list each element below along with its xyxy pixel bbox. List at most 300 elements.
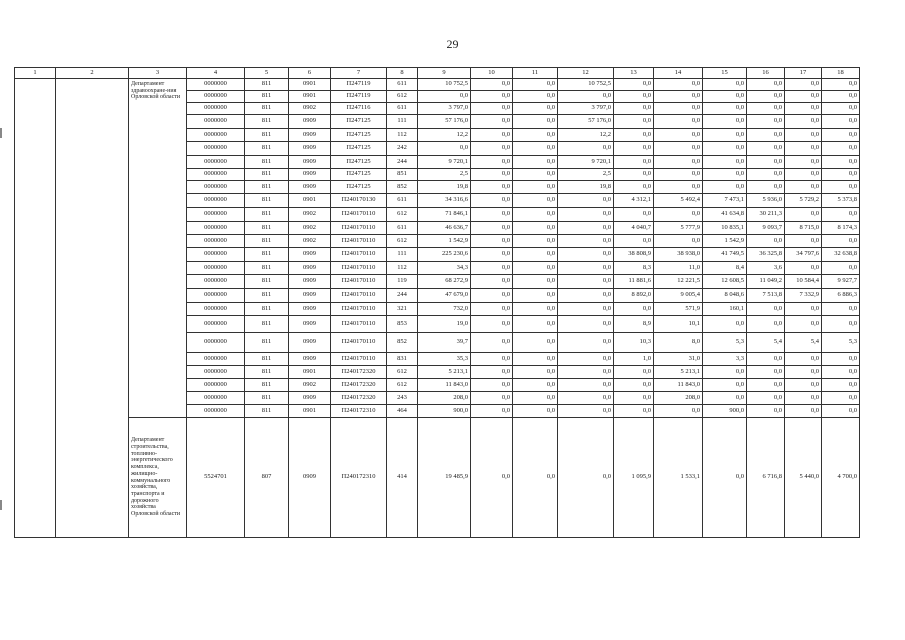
- amount-cell: 1 533,1: [654, 418, 703, 538]
- code-cell: 0000000: [187, 169, 245, 181]
- amount-cell: 0,0: [513, 129, 558, 142]
- amount-cell: 11 843,0: [654, 379, 703, 392]
- amount-cell: 0,0: [558, 333, 614, 353]
- amount-cell: 0,0: [654, 103, 703, 115]
- amount-cell: 0,0: [513, 222, 558, 235]
- amount-cell: 0,0: [471, 235, 513, 248]
- amount-cell: 0,0: [614, 379, 654, 392]
- amount-cell: 0,0: [703, 103, 747, 115]
- amount-cell: 5 492,4: [654, 194, 703, 208]
- target-cell: П240172320: [331, 366, 387, 379]
- amount-cell: 732,0: [418, 303, 471, 316]
- amount-cell: 31,0: [654, 353, 703, 366]
- amount-cell: 0,0: [822, 115, 860, 129]
- amount-cell: 0,0: [471, 142, 513, 156]
- amount-cell: 0,0: [654, 405, 703, 418]
- col-1-cell: [15, 79, 56, 538]
- amount-cell: 10,3: [614, 333, 654, 353]
- amount-cell: 0,0: [703, 181, 747, 194]
- amount-cell: 2,5: [558, 169, 614, 181]
- target-cell: П247119: [331, 91, 387, 103]
- amount-cell: 8,4: [703, 262, 747, 275]
- target-cell: П240170110: [331, 248, 387, 262]
- amount-cell: 0,0: [747, 379, 785, 392]
- section-cell: 0909: [289, 303, 331, 316]
- amount-cell: 0,0: [558, 379, 614, 392]
- amount-cell: 34,3: [418, 262, 471, 275]
- code-cell: 0000000: [187, 156, 245, 169]
- amount-cell: 4 040,7: [614, 222, 654, 235]
- amount-cell: 0,0: [558, 353, 614, 366]
- amount-cell: 0,0: [471, 405, 513, 418]
- amount-cell: 0,0: [471, 169, 513, 181]
- section-cell: 0902: [289, 208, 331, 222]
- admin-cell: 811: [245, 248, 289, 262]
- amount-cell: 0,0: [471, 129, 513, 142]
- column-number-10: 10: [471, 68, 513, 79]
- amount-cell: 0,0: [471, 248, 513, 262]
- section-cell: 0909: [289, 115, 331, 129]
- type-cell: 612: [387, 366, 418, 379]
- amount-cell: 0,0: [703, 142, 747, 156]
- amount-cell: 0,0: [558, 366, 614, 379]
- target-cell: П240170110: [331, 222, 387, 235]
- target-cell: П247125: [331, 156, 387, 169]
- type-cell: 112: [387, 129, 418, 142]
- amount-cell: 0,0: [418, 91, 471, 103]
- amount-cell: 0,0: [654, 169, 703, 181]
- amount-cell: 0,0: [513, 156, 558, 169]
- amount-cell: 47 679,0: [418, 289, 471, 303]
- amount-cell: 0,0: [471, 275, 513, 289]
- amount-cell: 11 881,6: [614, 275, 654, 289]
- target-cell: П240170110: [331, 275, 387, 289]
- amount-cell: 68 272,9: [418, 275, 471, 289]
- admin-cell: 811: [245, 405, 289, 418]
- amount-cell: 0,0: [785, 405, 822, 418]
- amount-cell: 0,0: [513, 366, 558, 379]
- amount-cell: 0,0: [822, 405, 860, 418]
- amount-cell: 0,0: [785, 115, 822, 129]
- type-cell: 244: [387, 156, 418, 169]
- amount-cell: 6 716,8: [747, 418, 785, 538]
- code-cell: 0000000: [187, 353, 245, 366]
- code-cell: 0000000: [187, 316, 245, 333]
- amount-cell: 0,0: [785, 79, 822, 91]
- amount-cell: 0,0: [747, 129, 785, 142]
- amount-cell: 0,0: [703, 418, 747, 538]
- amount-cell: 0,0: [703, 79, 747, 91]
- amount-cell: 0,0: [558, 289, 614, 303]
- column-number-17: 17: [785, 68, 822, 79]
- amount-cell: 0,0: [703, 366, 747, 379]
- amount-cell: 0,0: [513, 194, 558, 208]
- amount-cell: 19,8: [418, 181, 471, 194]
- amount-cell: 0,0: [747, 303, 785, 316]
- table-body: [15, 68, 860, 538]
- column-number-15: 15: [703, 68, 747, 79]
- amount-cell: 0,0: [614, 142, 654, 156]
- amount-cell: 0,0: [614, 129, 654, 142]
- amount-cell: 5 777,9: [654, 222, 703, 235]
- amount-cell: 0,0: [747, 91, 785, 103]
- amount-cell: 0,0: [513, 262, 558, 275]
- amount-cell: 0,0: [822, 366, 860, 379]
- amount-cell: 41 634,8: [703, 208, 747, 222]
- amount-cell: 0,0: [558, 222, 614, 235]
- type-cell: 611: [387, 103, 418, 115]
- column-number-12: 12: [558, 68, 614, 79]
- column-number-14: 14: [654, 68, 703, 79]
- column-number-11: 11: [513, 68, 558, 79]
- amount-cell: 0,0: [703, 91, 747, 103]
- admin-cell: 811: [245, 208, 289, 222]
- target-cell: П240170110: [331, 316, 387, 333]
- admin-cell: 811: [245, 194, 289, 208]
- column-number-2: 2: [56, 68, 129, 79]
- amount-cell: 0,0: [558, 91, 614, 103]
- amount-cell: 0,0: [785, 262, 822, 275]
- amount-cell: 0,0: [785, 379, 822, 392]
- amount-cell: 0,0: [471, 316, 513, 333]
- amount-cell: 0,0: [654, 208, 703, 222]
- amount-cell: 4 312,1: [614, 194, 654, 208]
- amount-cell: 5,4: [747, 333, 785, 353]
- amount-cell: 0,0: [785, 103, 822, 115]
- amount-cell: 0,0: [614, 103, 654, 115]
- amount-cell: 0,0: [418, 142, 471, 156]
- code-cell: 0000000: [187, 392, 245, 405]
- amount-cell: 10 835,1: [703, 222, 747, 235]
- section-cell: 0902: [289, 379, 331, 392]
- admin-cell: 811: [245, 275, 289, 289]
- amount-cell: 0,0: [513, 103, 558, 115]
- amount-cell: 10 752,5: [418, 79, 471, 91]
- table-row: [15, 418, 860, 538]
- amount-cell: 0,0: [785, 316, 822, 333]
- amount-cell: 0,0: [747, 405, 785, 418]
- amount-cell: 0,0: [513, 79, 558, 91]
- amount-cell: 0,0: [822, 353, 860, 366]
- amount-cell: 34 316,6: [418, 194, 471, 208]
- amount-cell: 0,0: [822, 129, 860, 142]
- type-cell: 111: [387, 115, 418, 129]
- target-cell: П247125: [331, 129, 387, 142]
- amount-cell: 10 584,4: [785, 275, 822, 289]
- amount-cell: 0,0: [558, 248, 614, 262]
- code-cell: 0000000: [187, 129, 245, 142]
- amount-cell: 5,4: [785, 333, 822, 353]
- amount-cell: 2,5: [418, 169, 471, 181]
- amount-cell: 900,0: [703, 405, 747, 418]
- code-cell: 0000000: [187, 115, 245, 129]
- amount-cell: 0,0: [703, 316, 747, 333]
- amount-cell: 0,0: [558, 262, 614, 275]
- section-cell: 0909: [289, 181, 331, 194]
- amount-cell: 0,0: [822, 142, 860, 156]
- admin-cell: 811: [245, 235, 289, 248]
- admin-cell: 811: [245, 169, 289, 181]
- target-cell: П240170110: [331, 303, 387, 316]
- amount-cell: 7 332,9: [785, 289, 822, 303]
- admin-cell: 811: [245, 392, 289, 405]
- admin-cell: 811: [245, 115, 289, 129]
- target-cell: П240170110: [331, 289, 387, 303]
- amount-cell: 0,0: [558, 316, 614, 333]
- code-cell: 0000000: [187, 333, 245, 353]
- type-cell: 112: [387, 262, 418, 275]
- type-cell: 612: [387, 379, 418, 392]
- admin-cell: 811: [245, 222, 289, 235]
- section-cell: 0901: [289, 194, 331, 208]
- type-cell: 612: [387, 91, 418, 103]
- type-cell: 464: [387, 405, 418, 418]
- admin-cell: 811: [245, 262, 289, 275]
- admin-cell: 811: [245, 91, 289, 103]
- amount-cell: 571,9: [654, 303, 703, 316]
- amount-cell: 160,1: [703, 303, 747, 316]
- section-cell: 0902: [289, 222, 331, 235]
- section-cell: 0909: [289, 392, 331, 405]
- amount-cell: 12 608,5: [703, 275, 747, 289]
- admin-cell: 811: [245, 379, 289, 392]
- amount-cell: 0,0: [513, 91, 558, 103]
- amount-cell: 0,0: [614, 235, 654, 248]
- section-cell: 0909: [289, 316, 331, 333]
- amount-cell: 0,0: [822, 235, 860, 248]
- code-cell: 0000000: [187, 248, 245, 262]
- code-cell: 0000000: [187, 366, 245, 379]
- amount-cell: 11,0: [654, 262, 703, 275]
- amount-cell: 0,0: [747, 353, 785, 366]
- amount-cell: 3,3: [703, 353, 747, 366]
- amount-cell: 0,0: [614, 181, 654, 194]
- amount-cell: 0,0: [747, 392, 785, 405]
- amount-cell: 0,0: [513, 169, 558, 181]
- amount-cell: 8 174,3: [822, 222, 860, 235]
- type-cell: 612: [387, 208, 418, 222]
- code-cell: 0000000: [187, 181, 245, 194]
- col-2-cell: [56, 79, 129, 538]
- page-number: 29: [446, 37, 459, 51]
- amount-cell: 0,0: [558, 392, 614, 405]
- amount-cell: 57 176,0: [558, 115, 614, 129]
- column-number-5: 5: [245, 68, 289, 79]
- amount-cell: 0,0: [822, 169, 860, 181]
- header-row: [15, 68, 860, 79]
- amount-cell: 0,0: [471, 115, 513, 129]
- amount-cell: 0,0: [785, 366, 822, 379]
- amount-cell: 0,0: [822, 303, 860, 316]
- amount-cell: 0,0: [558, 208, 614, 222]
- code-cell: 0000000: [187, 275, 245, 289]
- type-cell: 321: [387, 303, 418, 316]
- amount-cell: 0,0: [513, 392, 558, 405]
- type-cell: 853: [387, 316, 418, 333]
- section-cell: 0909: [289, 248, 331, 262]
- amount-cell: 9 720,1: [558, 156, 614, 169]
- amount-cell: 0,0: [785, 235, 822, 248]
- code-cell: 0000000: [187, 379, 245, 392]
- amount-cell: 7 473,1: [703, 194, 747, 208]
- amount-cell: 0,0: [747, 103, 785, 115]
- amount-cell: 0,0: [471, 262, 513, 275]
- amount-cell: 0,0: [513, 316, 558, 333]
- type-cell: 851: [387, 169, 418, 181]
- admin-cell: 811: [245, 353, 289, 366]
- section-cell: 0909: [289, 129, 331, 142]
- amount-cell: 0,0: [513, 208, 558, 222]
- amount-cell: 9 093,7: [747, 222, 785, 235]
- binding-mark: [0, 128, 2, 138]
- amount-cell: 0,0: [513, 142, 558, 156]
- amount-cell: 7 513,8: [747, 289, 785, 303]
- amount-cell: 0,0: [747, 169, 785, 181]
- amount-cell: 0,0: [785, 353, 822, 366]
- amount-cell: 3 797,0: [558, 103, 614, 115]
- amount-cell: 0,0: [614, 303, 654, 316]
- type-cell: 611: [387, 79, 418, 91]
- amount-cell: 0,0: [614, 169, 654, 181]
- amount-cell: 0,0: [822, 79, 860, 91]
- target-cell: П240172320: [331, 392, 387, 405]
- admin-cell: 811: [245, 289, 289, 303]
- amount-cell: 5 936,0: [747, 194, 785, 208]
- amount-cell: 0,0: [471, 181, 513, 194]
- amount-cell: 0,0: [471, 333, 513, 353]
- amount-cell: 0,0: [513, 353, 558, 366]
- amount-cell: 0,0: [785, 169, 822, 181]
- amount-cell: 0,0: [703, 392, 747, 405]
- amount-cell: 1 095,9: [614, 418, 654, 538]
- amount-cell: 0,0: [822, 91, 860, 103]
- type-cell: 852: [387, 181, 418, 194]
- amount-cell: 0,0: [785, 392, 822, 405]
- amount-cell: 3 797,0: [418, 103, 471, 115]
- amount-cell: 30 211,3: [747, 208, 785, 222]
- budget-table: [14, 67, 860, 538]
- amount-cell: 0,0: [614, 91, 654, 103]
- amount-cell: 71 846,1: [418, 208, 471, 222]
- type-cell: 244: [387, 289, 418, 303]
- code-cell: 0000000: [187, 91, 245, 103]
- amount-cell: 4 700,0: [822, 418, 860, 538]
- department-name: Департамент здравоохране-ния Орловской области: [129, 79, 187, 418]
- type-cell: 611: [387, 222, 418, 235]
- amount-cell: 0,0: [654, 115, 703, 129]
- code-cell: 0000000: [187, 103, 245, 115]
- target-cell: П240170110: [331, 333, 387, 353]
- amount-cell: 0,0: [703, 129, 747, 142]
- amount-cell: 0,0: [513, 333, 558, 353]
- amount-cell: 5 213,1: [418, 366, 471, 379]
- amount-cell: 6 886,3: [822, 289, 860, 303]
- column-number-4: 4: [187, 68, 245, 79]
- admin-cell: 811: [245, 156, 289, 169]
- amount-cell: 0,0: [703, 169, 747, 181]
- section-cell: 0901: [289, 405, 331, 418]
- amount-cell: 0,0: [471, 303, 513, 316]
- amount-cell: 11 049,2: [747, 275, 785, 289]
- department-name: Департамент строительства, топливно-энергетического комплекса, жилищно-коммунального хозяйства, транспорта и дорожного хозяйства Орловской области: [129, 418, 187, 538]
- section-cell: 0902: [289, 235, 331, 248]
- amount-cell: 0,0: [785, 142, 822, 156]
- amount-cell: 0,0: [747, 142, 785, 156]
- amount-cell: 0,0: [471, 222, 513, 235]
- code-cell: 0000000: [187, 194, 245, 208]
- section-cell: 0901: [289, 366, 331, 379]
- amount-cell: 0,0: [471, 379, 513, 392]
- column-number-7: 7: [331, 68, 387, 79]
- amount-cell: 3,6: [747, 262, 785, 275]
- type-cell: 243: [387, 392, 418, 405]
- amount-cell: 0,0: [654, 79, 703, 91]
- target-cell: П240170110: [331, 208, 387, 222]
- amount-cell: 9 927,7: [822, 275, 860, 289]
- admin-cell: 811: [245, 79, 289, 91]
- amount-cell: 41 749,5: [703, 248, 747, 262]
- column-number-18: 18: [822, 68, 860, 79]
- amount-cell: 19 485,9: [418, 418, 471, 538]
- target-cell: П247119: [331, 79, 387, 91]
- type-cell: 414: [387, 418, 418, 538]
- type-cell: 111: [387, 248, 418, 262]
- amount-cell: 8,3: [614, 262, 654, 275]
- amount-cell: 10,1: [654, 316, 703, 333]
- amount-cell: 0,0: [471, 418, 513, 538]
- code-cell: 0000000: [187, 208, 245, 222]
- amount-cell: 900,0: [418, 405, 471, 418]
- type-cell: 242: [387, 142, 418, 156]
- target-cell: П240172320: [331, 379, 387, 392]
- code-cell: 0000000: [187, 262, 245, 275]
- amount-cell: 0,0: [471, 194, 513, 208]
- amount-cell: 0,0: [703, 379, 747, 392]
- amount-cell: 0,0: [785, 303, 822, 316]
- amount-cell: 0,0: [614, 392, 654, 405]
- amount-cell: 0,0: [471, 91, 513, 103]
- target-cell: П240170110: [331, 235, 387, 248]
- amount-cell: 0,0: [747, 366, 785, 379]
- amount-cell: 0,0: [513, 303, 558, 316]
- section-cell: 0909: [289, 275, 331, 289]
- amount-cell: 0,0: [614, 405, 654, 418]
- amount-cell: 0,0: [747, 235, 785, 248]
- amount-cell: 0,0: [654, 91, 703, 103]
- amount-cell: 12,2: [418, 129, 471, 142]
- target-cell: П247125: [331, 181, 387, 194]
- amount-cell: 0,0: [513, 235, 558, 248]
- amount-cell: 39,7: [418, 333, 471, 353]
- amount-cell: 0,0: [614, 79, 654, 91]
- amount-cell: 0,0: [614, 366, 654, 379]
- amount-cell: 225 230,6: [418, 248, 471, 262]
- amount-cell: 0,0: [471, 353, 513, 366]
- amount-cell: 10 752,5: [558, 79, 614, 91]
- target-cell: П240170110: [331, 353, 387, 366]
- amount-cell: 0,0: [471, 392, 513, 405]
- admin-cell: 807: [245, 418, 289, 538]
- amount-cell: 9 720,1: [418, 156, 471, 169]
- amount-cell: 19,8: [558, 181, 614, 194]
- column-number-6: 6: [289, 68, 331, 79]
- amount-cell: 0,0: [822, 316, 860, 333]
- amount-cell: 0,0: [785, 181, 822, 194]
- amount-cell: 5 440,0: [785, 418, 822, 538]
- amount-cell: 0,0: [822, 379, 860, 392]
- amount-cell: 0,0: [747, 316, 785, 333]
- amount-cell: 0,0: [785, 156, 822, 169]
